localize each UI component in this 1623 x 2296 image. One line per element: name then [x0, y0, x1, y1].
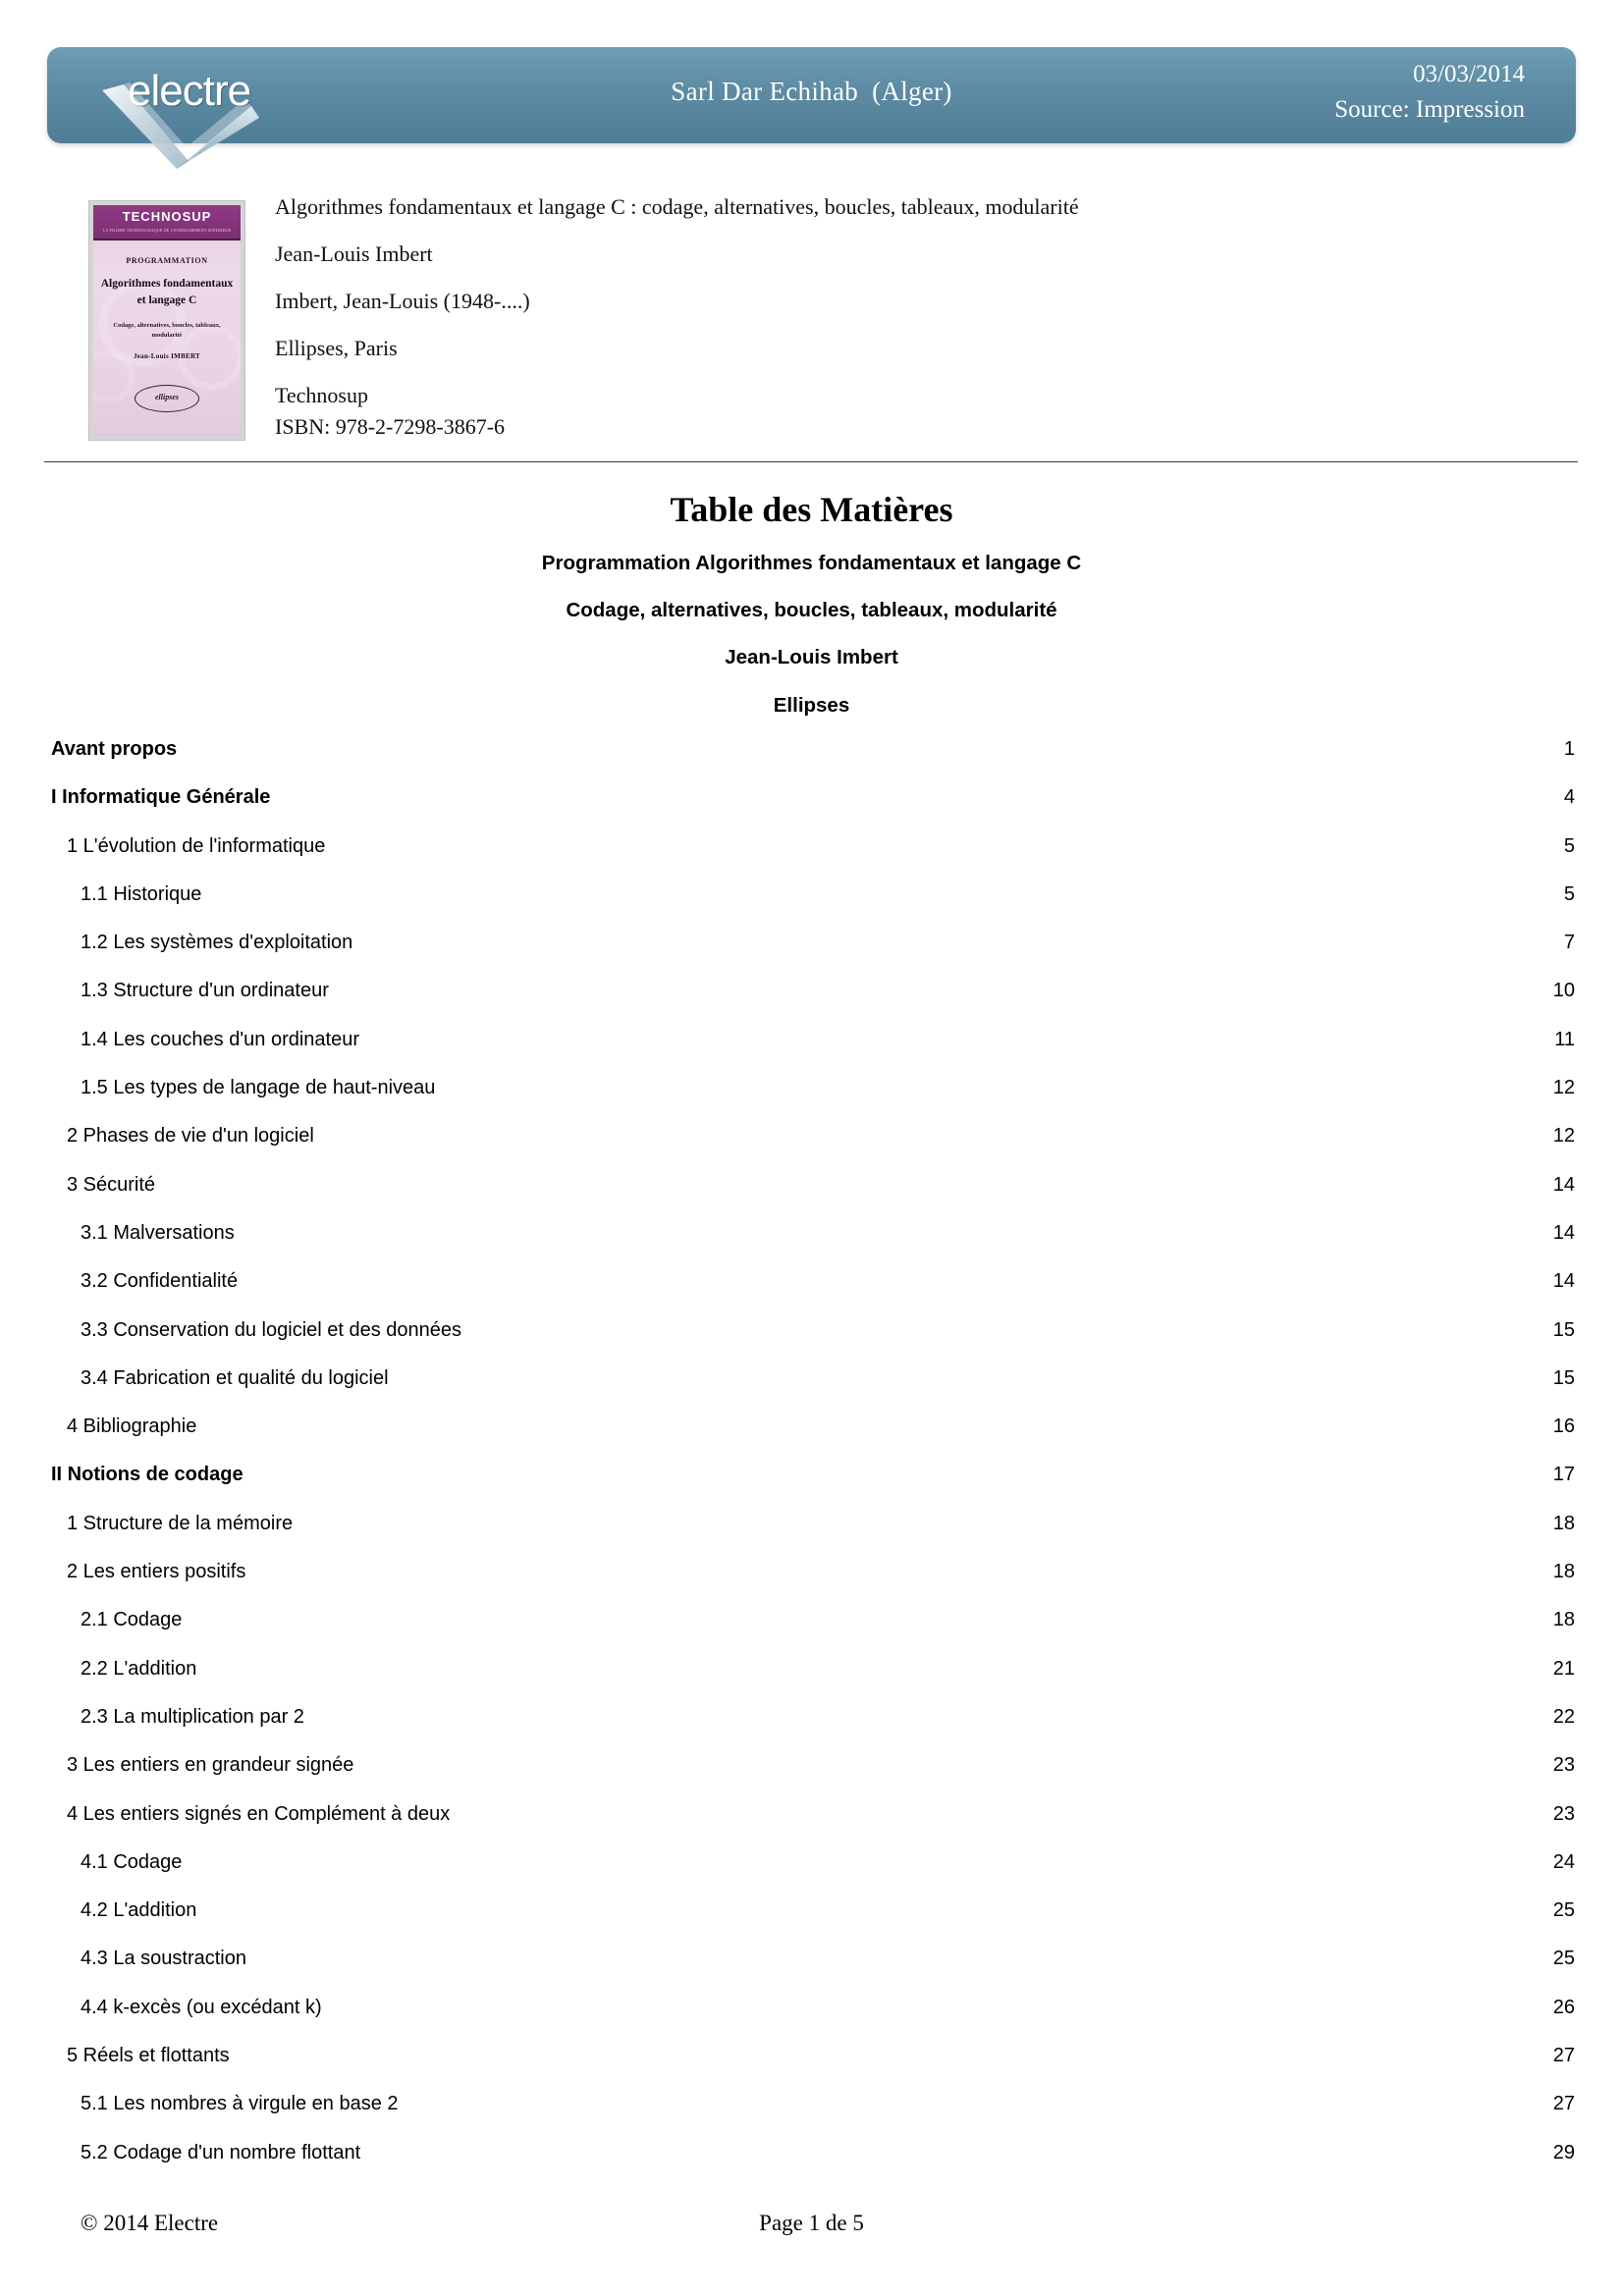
toc-entry-label: 1.3 Structure d'un ordinateur [81, 980, 329, 1002]
toc-entry-label: 4 Bibliographie [67, 1415, 197, 1438]
publisher-logo-oval [135, 385, 199, 412]
toc-entry[interactable] [51, 1029, 1575, 1077]
toc-entry[interactable] [51, 1803, 1575, 1851]
toc-entry-page: 12 [1552, 1077, 1575, 1099]
cover-divider [93, 239, 241, 240]
electre-logo [84, 55, 310, 173]
toc-entry-label: 2 Les entiers positifs [67, 1561, 246, 1583]
toc-entry-label: 5.1 Les nombres à virgule en base 2 [81, 2093, 399, 2115]
toc-entry-page: 16 [1552, 1415, 1575, 1438]
toc-entry-page: 14 [1552, 1221, 1575, 1244]
header-company-title: Sarl Dar Echihab (Alger) [671, 77, 952, 106]
toc-entry-page: 14 [1552, 1173, 1575, 1196]
book-cover-thumbnail [88, 200, 245, 441]
document-subtitle-1: Programmation Algorithmes fondamentaux et langage C [541, 552, 1082, 574]
toc-entry-label: 2.3 La multiplication par 2 [81, 1705, 304, 1728]
table-of-contents [51, 738, 1575, 2190]
toc-entry[interactable] [51, 1997, 1575, 2045]
toc-entry[interactable] [51, 738, 1575, 786]
toc-entry[interactable] [51, 1464, 1575, 1512]
cover-collection: PROGRAMMATION [126, 256, 208, 265]
toc-entry-label: 1.5 Les types de langage de haut-niveau [81, 1077, 436, 1099]
publisher-logo-text: ellipses [155, 393, 179, 401]
book-author: Jean-Louis Imbert [275, 241, 433, 266]
page-footer [51, 2211, 1572, 2250]
toc-entry-label: 1.1 Historique [81, 882, 202, 905]
cover-title: Algorithmes fondamentaux et langage C [100, 278, 234, 306]
toc-entry-page: 25 [1552, 1948, 1575, 1970]
toc-entry-label: 2.1 Codage [81, 1609, 183, 1631]
toc-entry[interactable] [51, 2142, 1575, 2190]
toc-entry-page: 23 [1552, 1754, 1575, 1777]
toc-entry[interactable] [51, 2093, 1575, 2141]
toc-entry-label: 4.1 Codage [81, 1850, 183, 1873]
toc-entry-label: 3.1 Malversations [81, 1221, 235, 1244]
toc-entry-label: 3.3 Conservation du logiciel et des données [81, 1318, 462, 1341]
toc-entry-page: 15 [1552, 1318, 1575, 1341]
toc-entry-label: 3.2 Confidentialité [81, 1270, 239, 1293]
book-title: Algorithmes fondamentaux et langage C : codage, alternatives, boucles, tableaux, modularité [275, 194, 1079, 219]
toc-entry[interactable] [51, 932, 1575, 980]
toc-entry-label: 3.4 Fabrication et qualité du logiciel [81, 1366, 389, 1389]
toc-entry-page: 17 [1552, 1464, 1575, 1486]
toc-entry-label: 5.2 Codage d'un nombre flottant [81, 2141, 361, 2163]
section-divider [44, 461, 1578, 462]
document-subtitle-3: Jean-Louis Imbert [725, 646, 898, 668]
book-record [51, 196, 1573, 442]
toc-entry-label: 4.4 k-excès (ou excédant k) [81, 1996, 322, 2018]
toc-entry[interactable] [51, 1561, 1575, 1609]
toc-entry-label: 1 Structure de la mémoire [67, 1512, 294, 1534]
toc-entry[interactable] [51, 1415, 1575, 1464]
book-author-authority: Imbert, Jean-Louis (1948-....) [275, 289, 530, 313]
toc-entry-page: 27 [1552, 2093, 1575, 2115]
book-cover-artwork [93, 205, 241, 436]
page-title: Table des Matières [670, 490, 953, 529]
footer-pagination: Page 1 de 5 [759, 2211, 864, 2235]
cover-series-name: TECHNOSUP [122, 209, 212, 224]
toc-entry-page: 4 [1563, 786, 1575, 809]
toc-entry-label: 1.4 Les couches d'un ordinateur [81, 1028, 360, 1050]
toc-entry[interactable] [51, 1125, 1575, 1173]
electre-wordmark: electre [128, 67, 251, 115]
toc-entry-label: I Informatique Générale [51, 786, 271, 809]
page-header-bar [47, 47, 1576, 143]
toc-entry-page: 18 [1552, 1561, 1575, 1583]
toc-entry-page: 24 [1552, 1850, 1575, 1873]
toc-entry-label: 4.3 La soustraction [81, 1948, 246, 1970]
toc-entry-page: 10 [1552, 980, 1575, 1002]
toc-entry-label: Avant propos [51, 738, 178, 760]
toc-entry-page: 12 [1552, 1125, 1575, 1148]
toc-entry[interactable] [51, 980, 1575, 1028]
toc-entry[interactable] [51, 1174, 1575, 1222]
toc-entry-page: 18 [1552, 1512, 1575, 1534]
cover-series-tagline: LA FILIERE TECHNOLOGIQUE DE L'ENSEIGNEMENT SUPERIEUR [102, 228, 232, 233]
toc-entry[interactable] [51, 1658, 1575, 1706]
toc-entry[interactable] [51, 1754, 1575, 1802]
toc-entry[interactable] [51, 1899, 1575, 1948]
toc-entry[interactable] [51, 2045, 1575, 2093]
toc-entry[interactable] [51, 1222, 1575, 1270]
toc-entry-label: 4 Les entiers signés en Complément à deux [67, 1802, 451, 1825]
cover-author: Jean-Louis IMBERT [133, 352, 201, 360]
toc-entry-label: 1 L'évolution de l'informatique [67, 834, 326, 857]
toc-entry-label: 3 Sécurité [67, 1173, 156, 1196]
book-collection: Technosup [275, 383, 368, 407]
header-date: 03/03/2014 [1413, 61, 1525, 87]
toc-entry-label: 2 Phases de vie d'un logiciel [67, 1125, 314, 1148]
toc-entry-page: 27 [1552, 2045, 1575, 2067]
footer-copyright: © 2014 Electre [81, 2211, 219, 2235]
toc-entry[interactable] [51, 1270, 1575, 1318]
book-publisher: Ellipses, Paris [275, 336, 398, 360]
toc-entry[interactable] [51, 1706, 1575, 1754]
toc-entry-page: 5 [1563, 882, 1575, 905]
toc-entry-label: II Notions de codage [51, 1464, 243, 1486]
toc-entry[interactable] [51, 835, 1575, 883]
toc-entry-page: 26 [1552, 1996, 1575, 2018]
toc-entry-label: 5 Réels et flottants [67, 2045, 230, 2067]
toc-entry-label: 2.2 L'addition [81, 1657, 197, 1680]
toc-entry-page: 25 [1552, 1899, 1575, 1922]
toc-entry-page: 18 [1552, 1609, 1575, 1631]
toc-entry-page: 1 [1563, 738, 1575, 760]
header-meta [1334, 57, 1525, 127]
document-subtitle-4: Ellipses [773, 694, 850, 717]
toc-entry[interactable] [51, 1948, 1575, 1996]
toc-entry-label: 3 Les entiers en grandeur signée [67, 1754, 354, 1777]
toc-entry-page: 7 [1563, 932, 1575, 954]
toc-entry-label: 4.2 L'addition [81, 1899, 197, 1922]
toc-entry[interactable] [51, 1609, 1575, 1657]
document-subtitle-2: Codage, alternatives, boucles, tableaux, modularité [566, 599, 1057, 621]
toc-entry[interactable] [51, 1513, 1575, 1561]
toc-entry[interactable] [51, 883, 1575, 932]
toc-entry[interactable] [51, 1851, 1575, 1899]
header-source: Source: Impression [1334, 95, 1525, 123]
toc-entry[interactable] [51, 1367, 1575, 1415]
toc-entry-page: 14 [1552, 1270, 1575, 1293]
toc-entry-page: 21 [1552, 1657, 1575, 1680]
toc-entry[interactable] [51, 1077, 1575, 1125]
toc-entry[interactable] [51, 786, 1575, 834]
toc-entry-page: 11 [1554, 1028, 1575, 1050]
toc-entry[interactable] [51, 1319, 1575, 1367]
toc-entry-page: 23 [1552, 1802, 1575, 1825]
toc-entry-page: 29 [1552, 2141, 1575, 2163]
book-metadata [275, 196, 1532, 438]
toc-entry-page: 22 [1552, 1705, 1575, 1728]
book-isbn: ISBN: 978-2-7298-3867-6 [275, 414, 506, 439]
toc-entry-page: 15 [1552, 1366, 1575, 1389]
toc-entry-page: 5 [1563, 834, 1575, 857]
cover-subtitle: Codage, alternatives, boucles, tableaux, modularité [113, 322, 221, 339]
toc-entry-label: 1.2 Les systèmes d'exploitation [81, 932, 353, 954]
